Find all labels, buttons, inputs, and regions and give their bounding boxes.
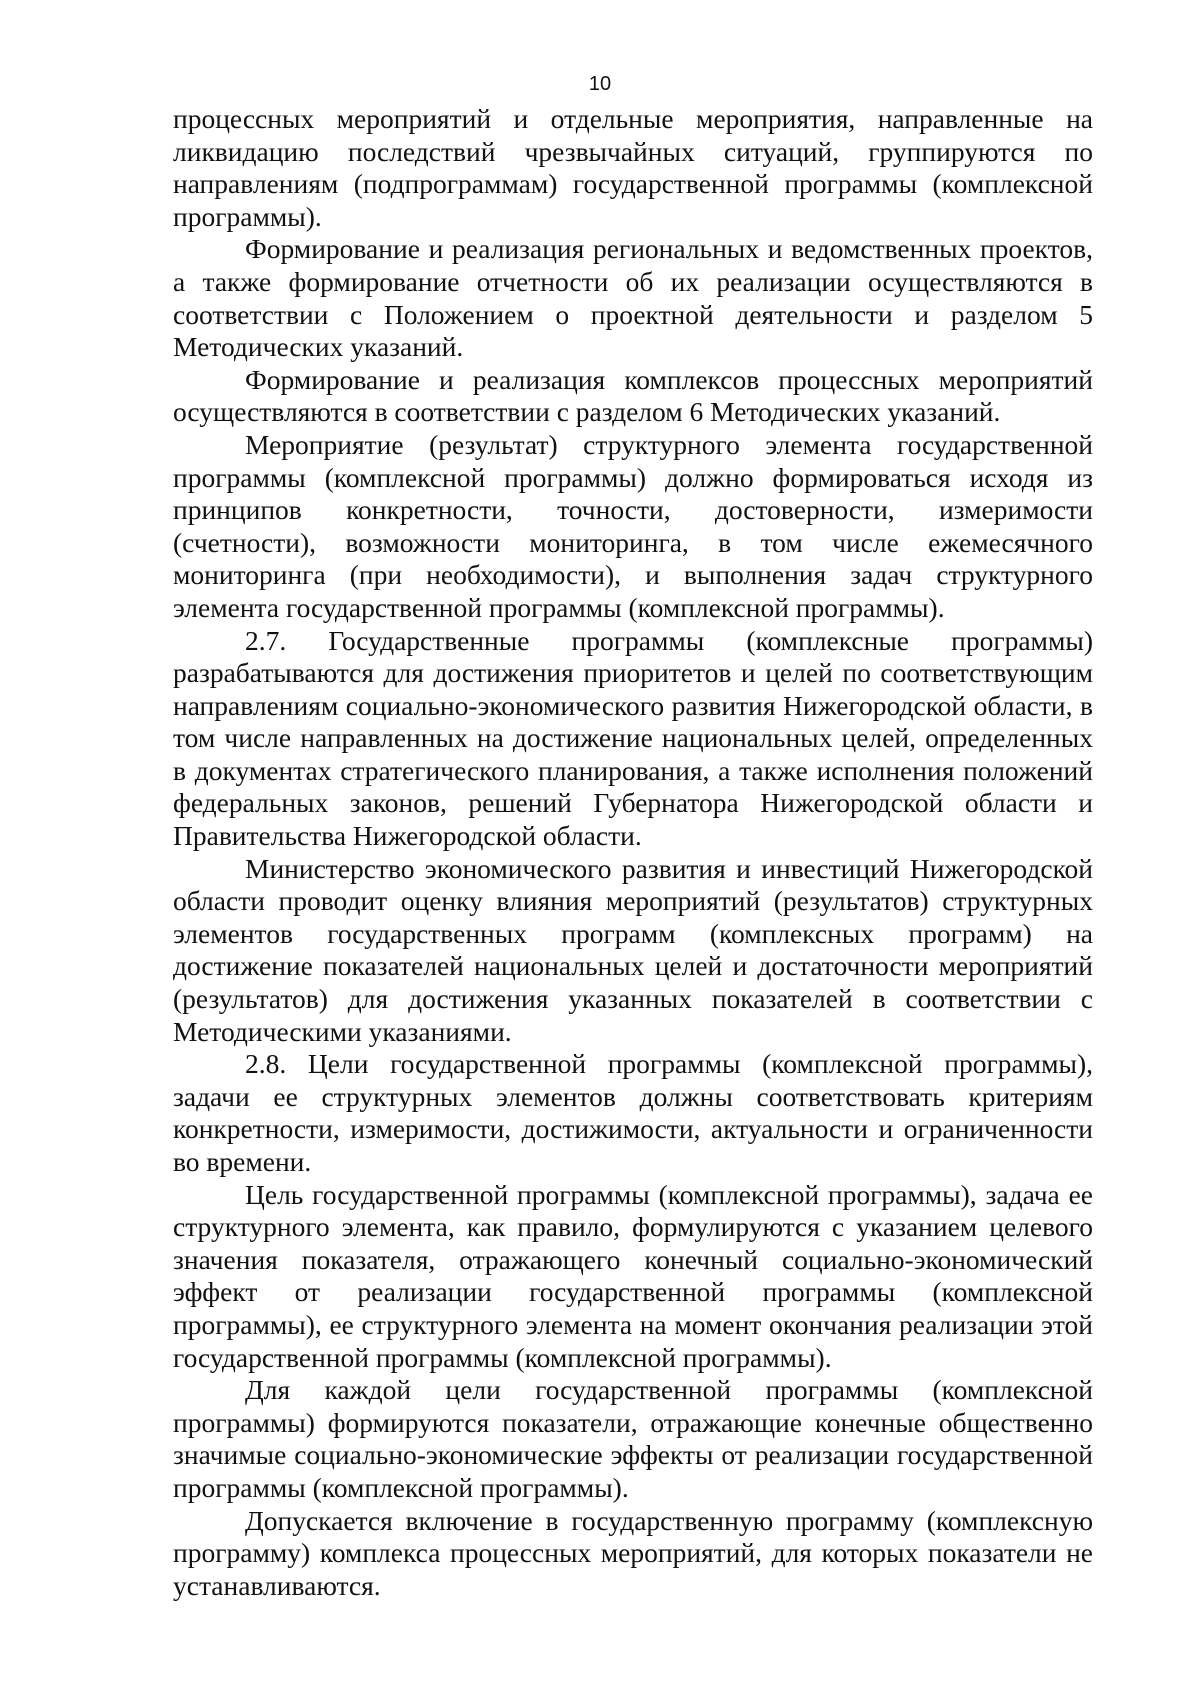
- paragraph-section-2-7: 2.7. Государственные программы (комплексные программы) разрабатываются для достижения приоритетов и целей по соответствующим направлениям социально-экономического развития Нижегородской области, в том числе направленных на достижение национальных целей, определенных в документах стратегического планирования, а также исполнения положений федеральных законов, решений Губернатора Нижегородской области и Правительства Нижегородской области.: [173, 624, 1093, 852]
- paragraph: Для каждой цели государственной программы (комплексной программы) формируются показатели, отражающие конечные общественно значимые социально-экономические эффекты от реализации государственной программы (комплексной программы).: [173, 1374, 1093, 1503]
- paragraph: Цель государственной программы (комплексной программы), задача ее структурного элемента, как правило, формулируются с указанием целевого значения показателя, отражающего конечный социально-экономический эффект от реализации государственной программы (комплексной программы), ее структурного элемента на момент окончания реализации этой государственной программы (комплексной программы).: [173, 1178, 1093, 1373]
- paragraph: Формирование и реализация комплексов процессных мероприятий осуществляются в соответствии с разделом 6 Методических указаний.: [173, 363, 1093, 428]
- paragraph: Министерство экономического развития и инвестиций Нижегородской области проводит оценку влияния мероприятий (результатов) структурных элементов государственных программ (комплексных программ) на достижение показателей национальных целей и достаточности мероприятий (результатов) для достижения указанных показателей в соответствии с Методическими указаниями.: [173, 852, 1093, 1047]
- document-body: [173, 103, 1093, 1602]
- paragraph: Допускается включение в государственную программу (комплексную программу) комплекса процессных мероприятий, для которых показатели не устанавливаются.: [173, 1504, 1093, 1601]
- paragraph: Формирование и реализация региональных и ведомственных проектов, а также формирование отчетности об их реализации осуществляются в соответствии с Положением о проектной деятельности и разделом 5 Методических указаний.: [173, 233, 1093, 363]
- paragraph-continuation: процессных мероприятий и отдельные мероприятия, направленные на ликвидацию последствий чрезвычайных ситуаций, группируются по направлениям (подпрограммам) государственной программы (комплексной программы).: [173, 103, 1093, 232]
- page-number: 10: [588, 73, 612, 95]
- paragraph-section-2-8: 2.8. Цели государственной программы (комплексной программы), задачи ее структурных элементов должны соответствовать критериям конкретности, измеримости, достижимости, актуальности и ограниченности во времени.: [173, 1048, 1093, 1177]
- paragraph: Мероприятие (результат) структурного элемента государственной программы (комплексной программы) должно формироваться исходя из принципов конкретности, точности, достоверности, измеримости (счетности), возможности мониторинга, в том числе ежемесячного мониторинга (при необходимости), и выполнения задач структурного элемента государственной программы (комплексной программы).: [173, 428, 1093, 623]
